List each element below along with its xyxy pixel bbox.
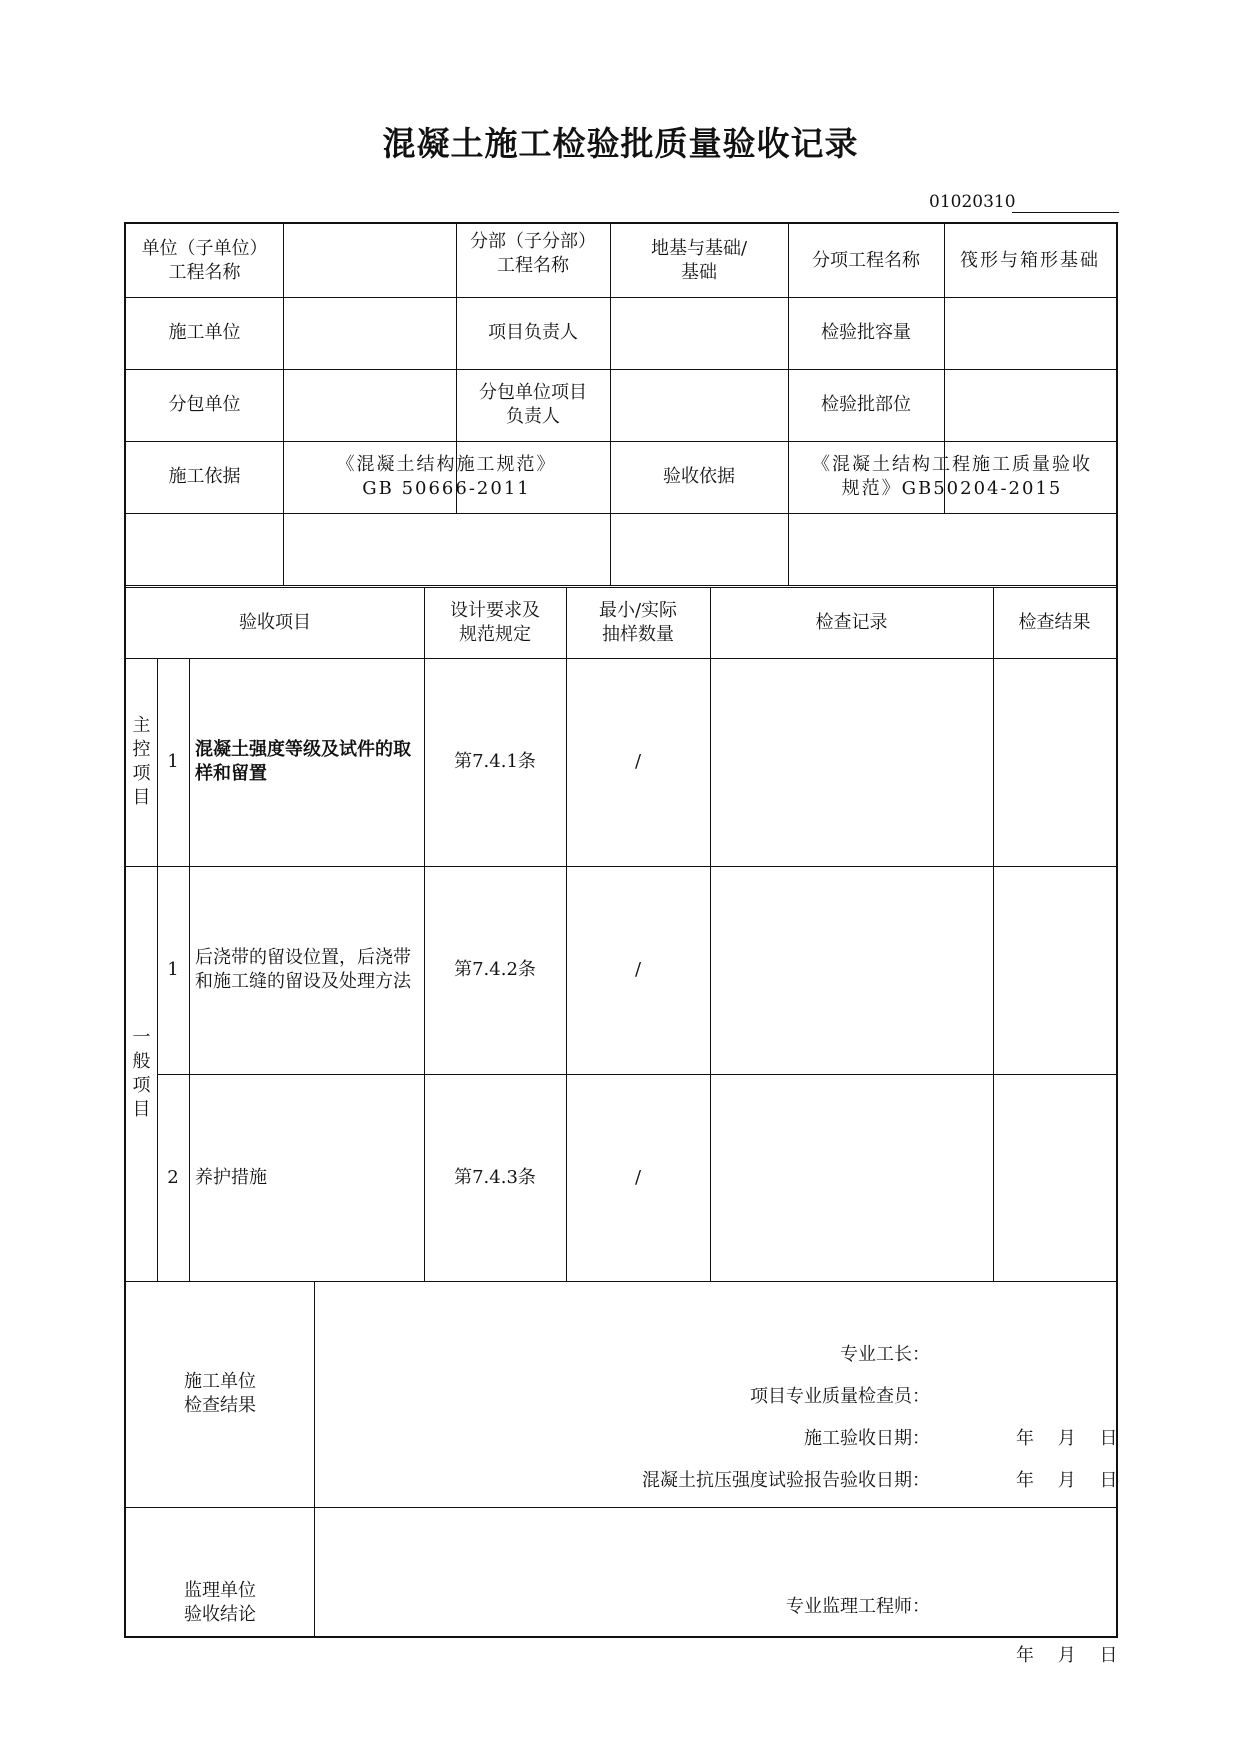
row-sample-quantity[interactable]: / — [634, 1166, 642, 1188]
project-manager-value[interactable] — [610, 297, 788, 369]
subitem-name-label: 分项工程名称 — [812, 249, 920, 271]
strength-report-date-label: 混凝土抗压强度试验报告验收日期： — [642, 1470, 930, 1491]
row-number: 2 — [167, 1166, 179, 1188]
strength-report-date-value[interactable]: 年 月 日 — [1016, 1470, 1118, 1491]
form-table — [124, 222, 1118, 1666]
batch-capacity-value[interactable] — [944, 297, 1116, 369]
row-design-requirement: 第7.4.1条 — [454, 751, 536, 772]
acceptance-basis-label: 验收依据 — [663, 466, 735, 487]
col-header-record: 检查记录 — [815, 611, 888, 633]
row-number: 1 — [167, 751, 179, 772]
construction-basis-value: 《混凝土结构施工规范》 GB 50666-2011 — [336, 454, 557, 499]
contractor-value[interactable] — [283, 297, 456, 369]
acceptance-basis-value: 《混凝土结构工程施工质量验收 规范》GB50204-2015 — [812, 454, 1092, 499]
construction-check-date-label: 施工验收日期： — [804, 1428, 930, 1449]
supervisor-conclusion-label: 监理单位 验收结论 — [184, 1579, 256, 1625]
sub-pm-label: 分包单位项目 负责人 — [479, 382, 587, 427]
row-design-requirement: 第7.4.2条 — [454, 959, 536, 980]
page-title: 混凝土施工检验批质量验收记录 — [382, 124, 859, 163]
row-check-record[interactable] — [710, 866, 993, 1074]
row-item-text: 后浇带的留设位置，后浇带和施工缝的留设及处理方法 — [195, 947, 411, 992]
division-name-value[interactable]: 地基与基础/ 基础 — [650, 237, 748, 283]
row-check-result[interactable] — [993, 1074, 1116, 1281]
row-item-text: 混凝土强度等级及试件的取样和留置 — [195, 739, 411, 784]
quality-inspector-signature-label[interactable]: 项目专业质量检查员： — [750, 1386, 930, 1407]
general-group-label: 一 般 项 目 — [132, 1026, 151, 1120]
rule — [126, 1507, 1116, 1508]
row-number: 1 — [167, 959, 179, 980]
row-check-record[interactable] — [710, 658, 993, 866]
batch-capacity-label: 检验批容量 — [821, 322, 911, 343]
project-manager-label: 项目负责人 — [488, 322, 578, 343]
subcontractor-value[interactable] — [283, 369, 456, 441]
col-header-design: 设计要求及 规范规定 — [450, 599, 540, 645]
construction-check-date-value[interactable]: 年 月 日 — [1016, 1428, 1118, 1449]
sub-pm-value[interactable] — [610, 369, 788, 441]
rule — [314, 1281, 315, 1638]
foreman-signature-label[interactable]: 专业工长： — [840, 1344, 930, 1365]
unit-name-label: 单位（子单位） 工程名称 — [141, 237, 268, 283]
main-control-group-label: 主 控 项 目 — [132, 715, 151, 808]
construction-basis-label: 施工依据 — [168, 466, 241, 487]
row-check-record[interactable] — [710, 1074, 993, 1281]
col-header-result: 检查结果 — [1018, 611, 1091, 633]
batch-location-value[interactable] — [944, 369, 1116, 441]
subcontractor-label: 分包单位 — [168, 394, 241, 415]
row-check-result[interactable] — [993, 658, 1116, 866]
division-name-label: 分部（子分部） 工程名称 — [470, 231, 596, 276]
unit-name-value[interactable] — [283, 224, 456, 297]
col-header-item: 验收项目 — [239, 611, 311, 633]
supervisor-date-value[interactable]: 年 月 日 — [1016, 1645, 1118, 1666]
row-sample-quantity[interactable]: / — [634, 751, 642, 772]
form-code-underline — [1012, 212, 1119, 213]
row-check-result[interactable] — [993, 866, 1116, 1074]
form-code: 01020310 — [929, 192, 1016, 212]
row-design-requirement: 第7.4.3条 — [454, 1166, 536, 1188]
rule — [126, 513, 1116, 514]
subitem-name-value[interactable]: 筏形与箱形基础 — [960, 249, 1100, 271]
col-header-sample: 最小/实际 抽样数量 — [598, 599, 678, 645]
contractor-label: 施工单位 — [168, 322, 241, 343]
batch-location-label: 检验批部位 — [821, 394, 911, 415]
rule — [126, 585, 1116, 586]
row-item-text: 养护措施 — [195, 1166, 267, 1188]
supervising-engineer-signature-label[interactable]: 专业监理工程师： — [786, 1596, 930, 1617]
contractor-check-label: 施工单位 检查结果 — [184, 1371, 256, 1416]
row-sample-quantity[interactable]: / — [634, 959, 642, 980]
